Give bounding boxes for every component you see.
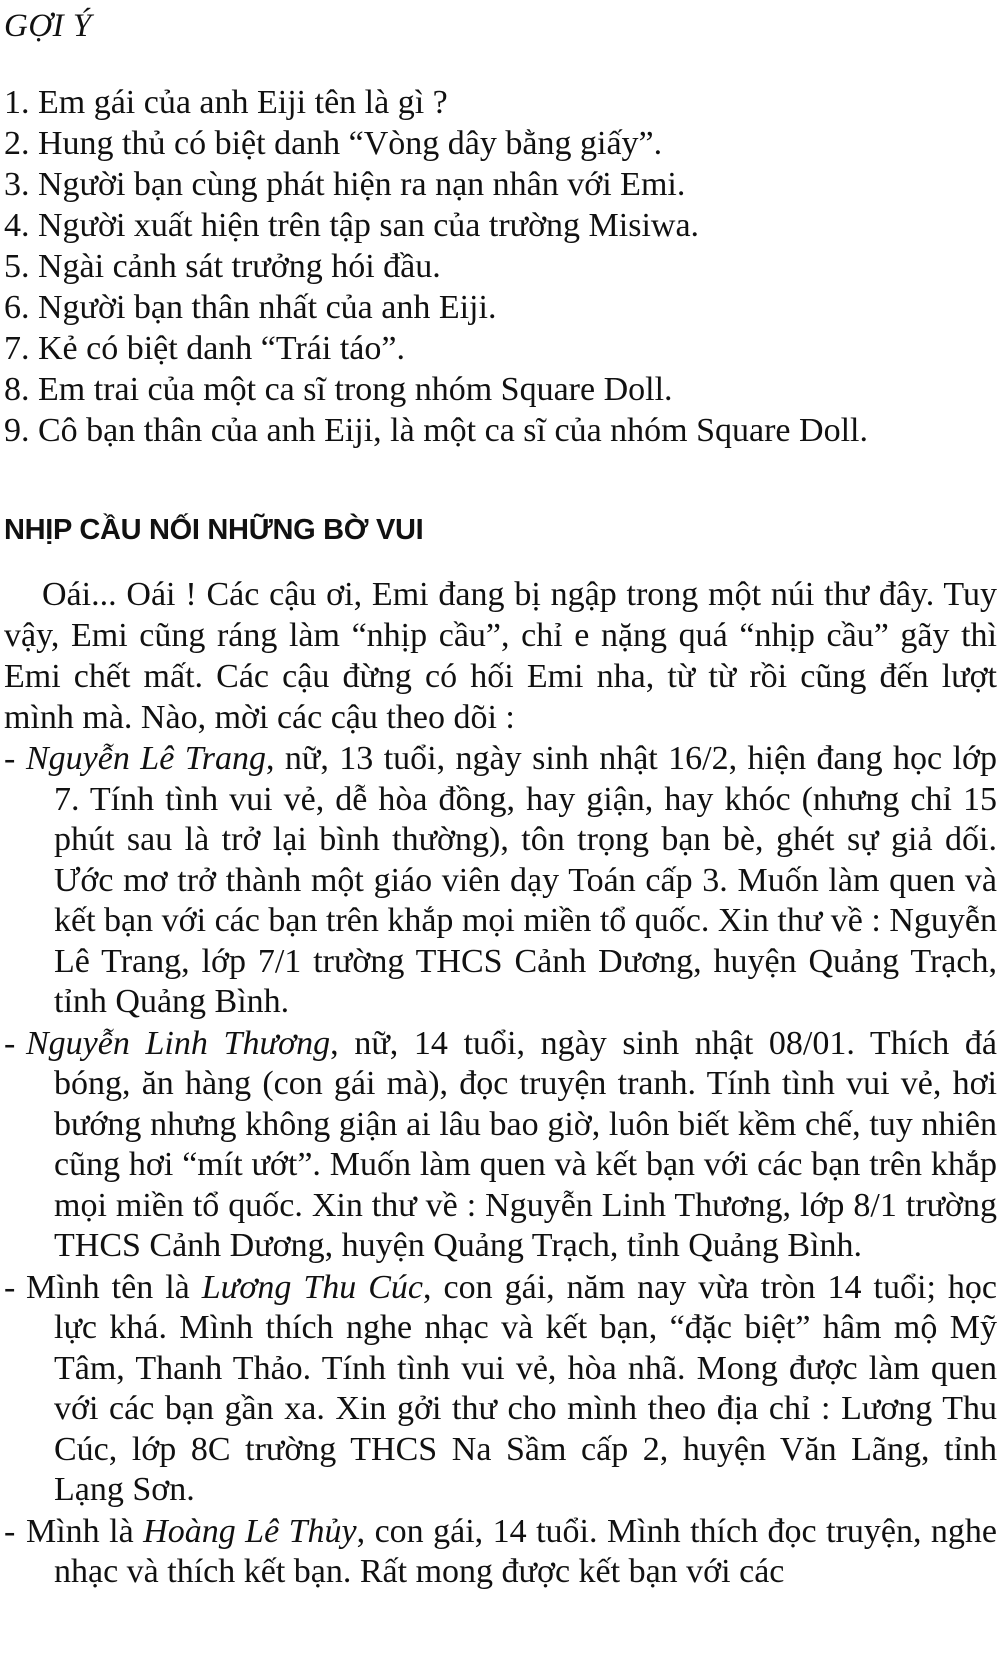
goi-y-heading: GỢI Ý bbox=[4, 8, 92, 44]
entry-text: , nữ, 13 tuổi, ngày sinh nhật 16/2, hiện đang học lớp 7. Tính tình vui vẻ, dễ hòa đồng, hay giận, hay khóc (nhưng chỉ 15 phút sau là trở lại bình thường), tôn trọng bạn bè, ghét sự giả dối. Ước mơ trở thành một giáo viên dạy Toán cấp 3. Muốn làm quen và kết bạn với các bạn trên khắp mọi miền tổ quốc. Xin thư về : Nguyễn Lê Trang, lớp 7/1 trường THCS Cảnh Dương, huyện Quảng Trạch, tỉnh Quảng Bình. bbox=[54, 740, 998, 1020]
entry-text: , nữ, 14 tuổi, ngày sinh nhật 08/01. Thích đá bóng, ăn hàng (con gái mà), đọc truyện tranh. Tính tình vui vẻ, hơi bướng nhưng không giận ai lâu bao giờ, luôn biết kềm chế, tuy nhiên cũng hơi “mít ướt”. Muốn làm quen và kết bạn với các bạn trên khắp mọi miền tổ quốc. Xin thư về : Nguyễn Linh Thương, lớp 8/1 trường THCS Cảnh Dương, huyện Quảng Trạch, tỉnh Quảng Bình. bbox=[54, 1024, 997, 1264]
entry-name: Nguyễn Linh Thương bbox=[26, 1024, 331, 1062]
entry-name: Lương Thu Cúc bbox=[201, 1268, 424, 1306]
entry-prefix: Mình là bbox=[26, 1512, 144, 1550]
hint-item: 6. Người bạn thân nhất của anh Eiji. bbox=[4, 289, 497, 326]
entry-text: , con gái, 14 tuổi. Mình thích đọc truyện, nghe nhạc và thích kết bạn. Rất mong được kết bạn với các bbox=[54, 1512, 997, 1590]
hint-item: 2. Hung thủ có biệt danh “Vòng dây bằng giấy”. bbox=[4, 125, 663, 162]
entry-dash: - bbox=[4, 740, 16, 777]
hint-item: 3. Người bạn cùng phát hiện ra nạn nhân với Emi. bbox=[4, 166, 686, 203]
entry-dash: - bbox=[4, 1512, 16, 1550]
entry-name: Nguyễn Lê Trang bbox=[26, 740, 266, 777]
hint-item: 5. Ngài cảnh sát trưởng hói đầu. bbox=[4, 248, 441, 285]
entry-dash: - bbox=[4, 1024, 16, 1062]
hint-item: 8. Em trai của một ca sĩ trong nhóm Square Doll. bbox=[4, 371, 673, 408]
hint-item: 9. Cô bạn thân của anh Eiji, là một ca sĩ của nhóm Square Doll. bbox=[4, 412, 868, 449]
intro-paragraph: Oái... Oái ! Các cậu ơi, Emi đang bị ngập trong một núi thư đây. Tuy vậy, Emi cũng ráng làm “nhịp cầu”, chỉ e nặng quá “nhịp cầu” gãy thì Emi chết mất. Các cậu đừng có hối Emi nha, từ từ rồi cũng đến lượt mình mà. Nào, mời các cậu theo dõi : bbox=[4, 576, 997, 736]
penpal-entry bbox=[4, 1024, 997, 1267]
entry-dash: - bbox=[4, 1268, 16, 1306]
hint-list bbox=[4, 82, 868, 451]
entry-text: , con gái, năm nay vừa tròn 14 tuổi; học lực khá. Mình thích nghe nhạc và kết bạn, “đặc biệt” hâm mộ Mỹ Tâm, Thanh Thảo. Tính tình vui vẻ, hòa nhã. Mong được làm quen với các bạn gần xa. Xin gởi thư cho mình theo địa chỉ : Lương Thu Cúc, lớp 8C trường THCS Na Sầm cấp 2, huyện Văn Lãng, tỉnh Lạng Sơn. bbox=[54, 1268, 997, 1508]
section-body bbox=[4, 574, 997, 1593]
penpal-entry bbox=[4, 1268, 997, 1511]
hint-item: 4. Người xuất hiện trên tập san của trường Misiwa. bbox=[4, 207, 700, 244]
penpal-entry bbox=[4, 1512, 997, 1593]
section-heading: NHỊP CẦU NỐI NHỮNG BỜ VUI bbox=[4, 514, 424, 546]
hint-item: 1. Em gái của anh Eiji tên là gì ? bbox=[4, 84, 448, 121]
penpal-entry bbox=[4, 739, 997, 1023]
entry-name: Hoàng Lê Thủy bbox=[143, 1512, 357, 1550]
entry-prefix: Mình tên là bbox=[26, 1268, 202, 1306]
hint-item: 7. Kẻ có biệt danh “Trái táo”. bbox=[4, 330, 405, 367]
